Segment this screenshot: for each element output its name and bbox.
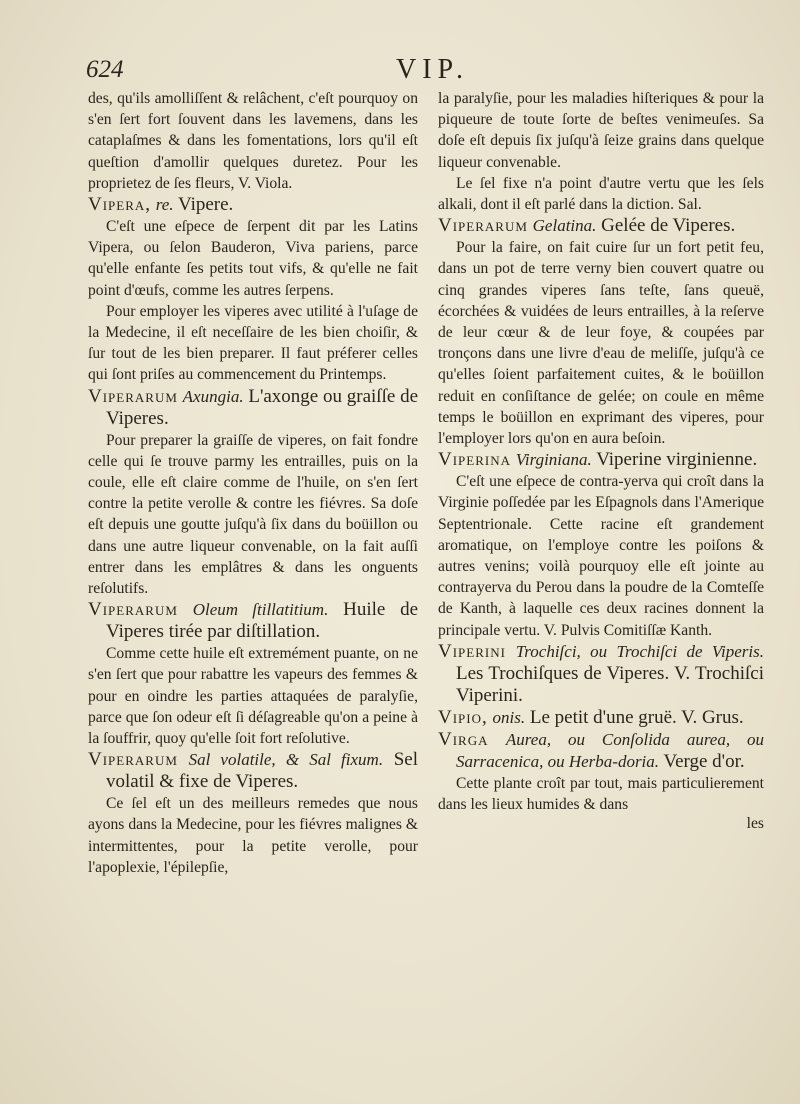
- entry-french: Les Trochiſques de Viperes. V. Trochiſci Viperini.: [456, 662, 764, 706]
- entry-latin: Oleum ſtillatitium.: [192, 600, 329, 620]
- entry-term: Viperina: [438, 449, 511, 471]
- entry-term: Viperarum: [88, 599, 178, 621]
- page-number: 624: [86, 56, 124, 83]
- paragraph: Le ſel fixe n'a point d'autre vertu que les ſels alkali, dont il eſt parlé dans la diction. Sal.: [438, 174, 764, 214]
- entry-french: Gelée de Viperes.: [601, 215, 736, 237]
- entry-term: Viperarum: [88, 385, 178, 407]
- page-header: [0, 56, 800, 86]
- entry-heading-oleum: [88, 599, 418, 643]
- paragraph: Ce ſel eſt un des meilleurs remedes que nous ayons dans la Medecine, pour les fiévres malignes & intermittentes, pour la petite verolle, pour l'apoplexie, l'épilepſie,: [88, 795, 418, 876]
- paragraph-continuation: des, qu'ils amolliſſent & relâchent, c'eſt pourquoy on s'en ſert fort ſouvent dans les lavemens, dans les cataplaſmes & dans les fomentations, lors qu'il eſt queſtion d'amollir quelques duretez. Pour les proprietez de ſes fleurs, V. Viola.: [88, 90, 418, 192]
- left-column: [88, 88, 418, 878]
- paragraph-continuation: la paralyſie, pour les maladies hiſteriques & pour la piqueure de toute ſorte de beſtes venimeuſes. Sa doſe eſt depuis ſix juſqu'à ſeize grains dans quelque liqueur convenable.: [438, 90, 764, 171]
- entry-french: Huile de Viperes tirée par diſtillation.: [106, 599, 419, 643]
- entry-heading-gelatina: [438, 215, 764, 237]
- paragraph: Pour la faire, on fait cuire ſur un fort petit feu, dans un pot de terre verny bien couvert quatre ou cinq grandes viperes ſans teſte, ſans queuë, écorchées & vuidées de leurs entrailles, à la reſerve de leur cœur & de leur foye, & coupées par tronçons dans une livre d'eau de meliſſe, juſqu'à ce qu'elles ſoient parfaitement cuites, & le boüillon reduit en conſiſtance de gelée; on coule en même temps le boüillon en exprimant des viperes, pour l'employer lors qu'on en aura beſoin.: [438, 239, 764, 448]
- paragraph: Cette plante croît par tout, mais particulierement dans les lieux humides & dans: [438, 774, 764, 814]
- entry-heading-trochisci: [438, 641, 764, 707]
- entry-heading-sal: [88, 749, 418, 793]
- entry-french: Le petit d'une gruë. V. Grus.: [529, 706, 744, 728]
- entry-term: Viperarum: [438, 215, 528, 237]
- entry-term: Virga: [438, 728, 489, 750]
- entry-latin: Trochiſci, ou Trochiſci de Viperis.: [515, 641, 764, 661]
- entry-latin: re.: [155, 195, 174, 215]
- entry-french: Vipere.: [177, 194, 234, 216]
- entry-french: Viperine virginienne.: [596, 449, 758, 471]
- entry-latin: Virginiana.: [515, 450, 592, 470]
- paragraph: Comme cette huile eſt extremément puante, on ne s'en ſert que pour rabattre les vapeurs des femmes & pour en oindre les parties attaquées de paralyſie, parce que ſon odeur eſt ſi déſagreable qu'on a peine à la ſouffrir, quoy qu'elle ſoit fort reſolutive.: [88, 645, 418, 748]
- catchword: les: [746, 815, 764, 833]
- paragraph: C'eſt une eſpece de ſerpent dit par les Latins Vipera, ou ſelon Bauderon, Viva pariens, parce qu'elle enfante ſes petits tout vifs, & qu'elle ne fait point d'œufs, comme les autres ſerpens.: [88, 218, 418, 299]
- entry-latin: Axungia.: [182, 386, 244, 406]
- entry-latin: Sal volatile, & Sal fixum.: [188, 750, 384, 770]
- entry-heading-axungia: [88, 386, 418, 430]
- running-head: VIP.: [396, 54, 470, 85]
- paragraph: Pour preparer la graiſſe de viperes, on fait fondre celle qui ſe trouve parmy les entrailles, puis on la coule, elle eſt claire comme de l'huile, on s'en ſert contre la petite verolle & contre les fiévres. Sa doſe eſt depuis une goutte juſqu'à ſix dans du boüillon ou dans une autre liqueur convenable, on la fait auſſi entrer dans les emplâtres & dans les onguents reſolutifs.: [88, 431, 418, 598]
- entry-term: Vipio,: [438, 706, 488, 728]
- right-column: [438, 88, 764, 834]
- entry-term: Viperini: [438, 640, 506, 662]
- paragraph: Pour employer les viperes avec utilité à l'uſage de la Medecine, il eſt neceſſaire de les bien choiſir, & ſur tout de les bien preparer. Il faut préferer celles qui ſont priſes au commencement du Printemps.: [88, 302, 418, 384]
- entry-french: Verge d'or.: [663, 750, 745, 772]
- paragraph: C'eſt une eſpece de contra-yerva qui croît dans la Virginie poſſedée par les Eſpagnols dans l'Amerique Septentrionale. Cette racine eſt grandement aromatique, on l'employe contre les poiſons & autres venins; voilà pourquoy elle eſt jointe au contrayerva du Perou dans la poudre de la Comteſſe de Kanth, à laquelle ces deux racines donnent la principale vertu. V. Pulvis Comitiſſæ Kanth.: [438, 473, 764, 639]
- entry-term: Vipera,: [88, 194, 152, 216]
- entry-latin: Gelatina.: [532, 216, 597, 236]
- entry-latin: onis.: [492, 707, 526, 727]
- entry-heading-vipera: [88, 194, 418, 216]
- entry-heading-vipio: [438, 707, 764, 729]
- entry-term: Viperarum: [88, 749, 178, 771]
- entry-latin: Aurea, ou Conſolida aurea, ou Sarracenica, ou Herba-doria.: [456, 729, 765, 771]
- entry-french: L'axonge ou graiſſe de Viperes.: [106, 385, 418, 429]
- entry-heading-viperina: [438, 449, 764, 471]
- entry-heading-virga: [438, 729, 764, 773]
- entry-french: Sel volatil & fixe de Viperes.: [106, 749, 419, 793]
